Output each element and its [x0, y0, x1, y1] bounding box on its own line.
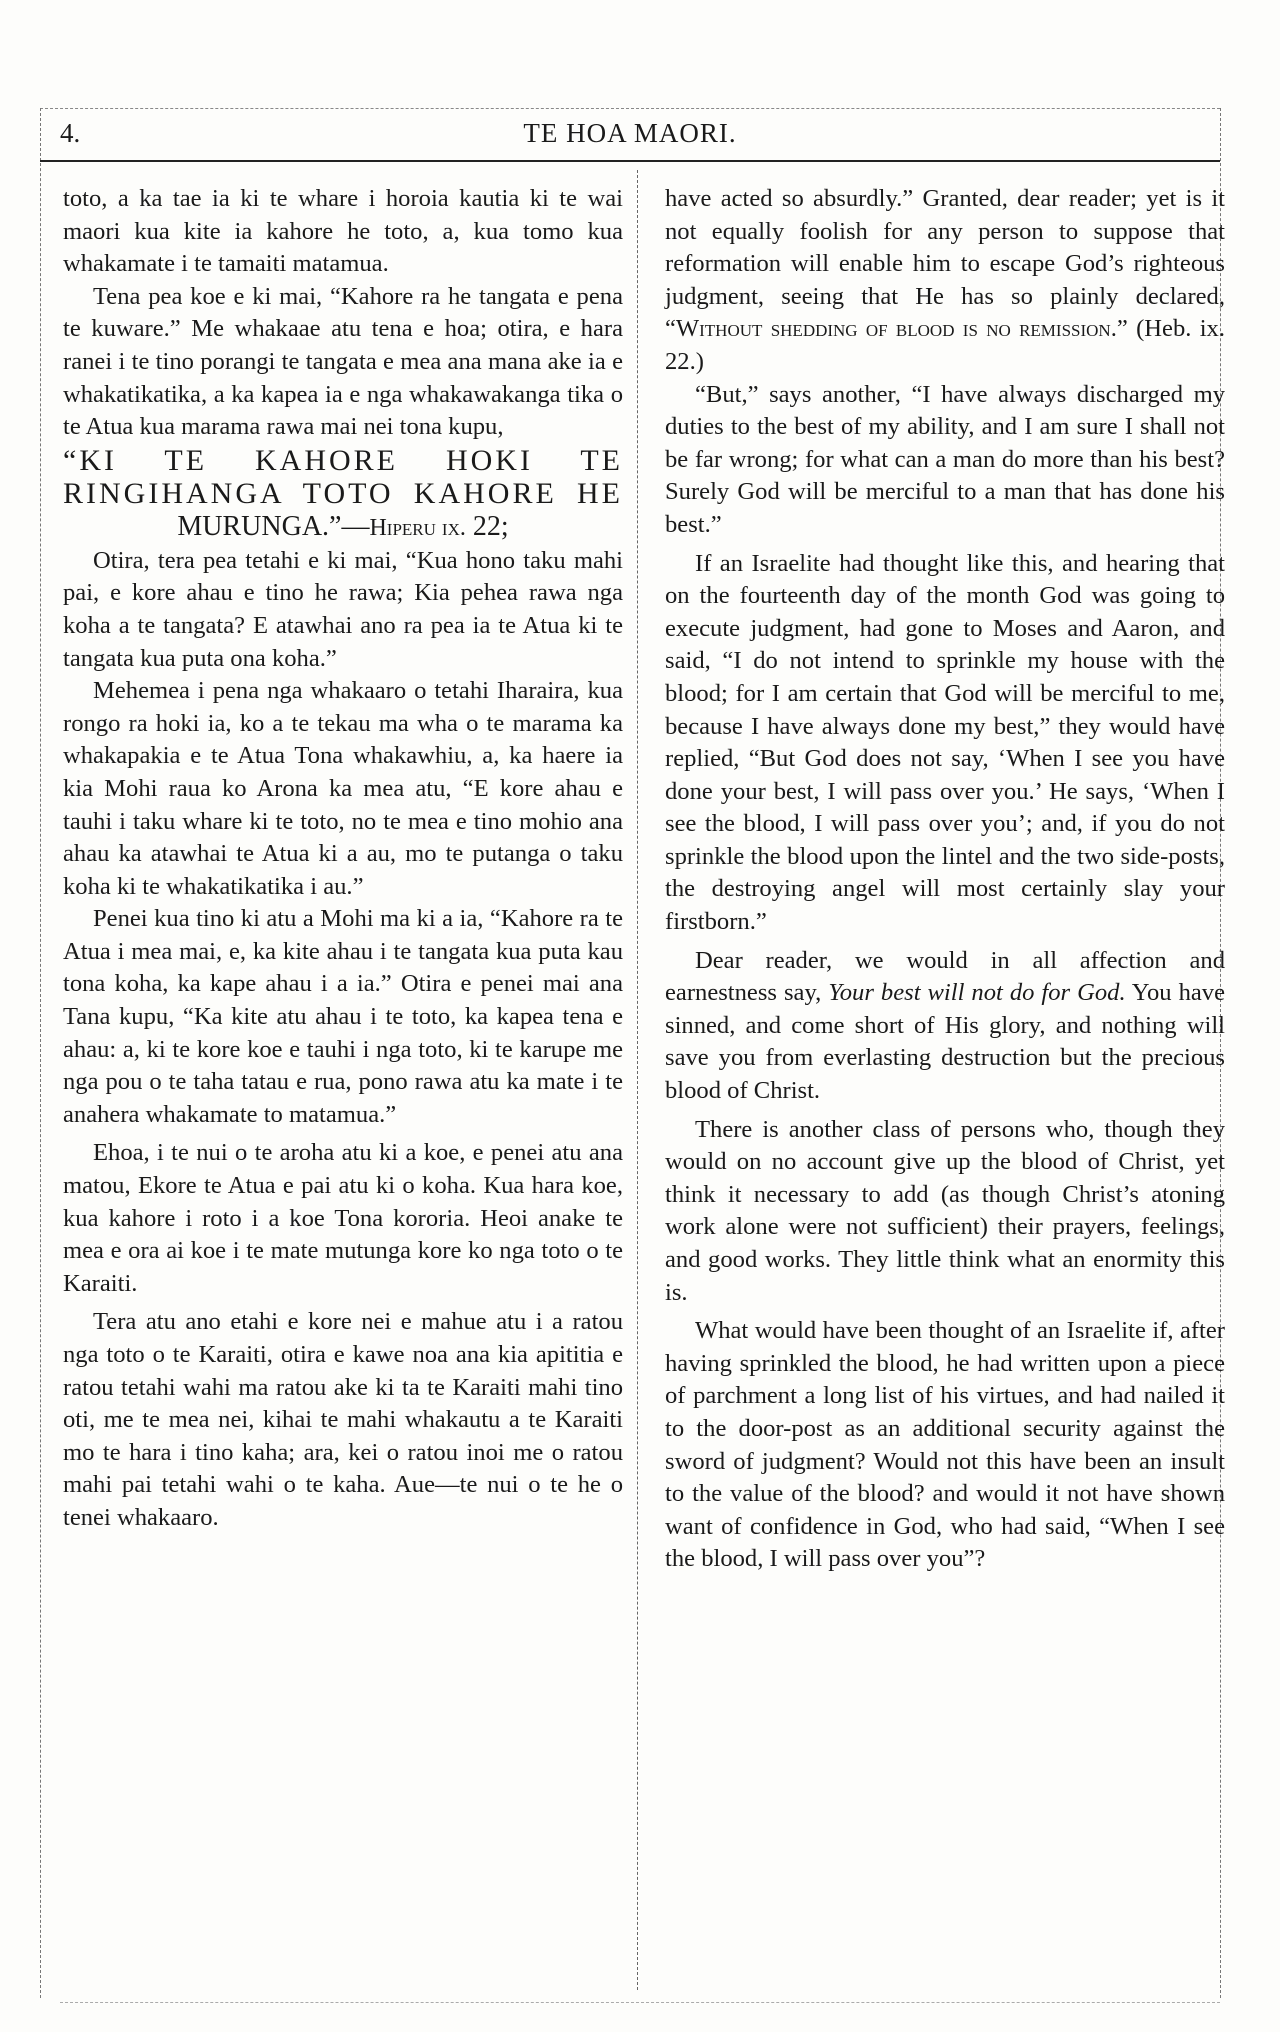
book-reference: Hiperu ix.: [369, 514, 466, 541]
paragraph: What would have been thought of an Israelite if, after having sprinkled the blood, he had written upon a piece of parchment a long list of his virtues, and had nailed it to the door-post as an additional security against the sword of judgment? Would not this have been an insult to the value of the blood? and would it not have shown want of confidence in God, who had said, “When I see the blood, I will pass over you”?: [665, 1317, 1225, 1573]
left-border: [40, 108, 41, 1998]
column-divider: [637, 170, 638, 1990]
page-number: 4.: [60, 118, 81, 148]
bottom-rule: [60, 2002, 1220, 2003]
verse-reference: 22;: [465, 510, 509, 542]
journal-title: TE HOA MAORI.: [523, 118, 737, 148]
paragraph: [665, 945, 1225, 1108]
paragraph: Otira, tera pea tetahi e ki mai, “Kua hono taku mahi pai, e kore ahau e tino he rawa; Kia pehea rawa nga koha a te tangata? E atawhai ano ra pea ia te Atua ki te tangata kua puta ona koha.”: [63, 546, 623, 672]
paragraph: Tera atu ano etahi e kore nei e mahue atu i a ratou nga toto o te Karaiti, otira e kawe noa ana kia apititia e ratou tetahi wahi ma ratou ake ki ta te Karaiti mahi tino oti, me te mea nei, kihai te mahi whakautu a te Karaiti mo te hara i tino kaha; ara, kei o ratou inoi me o ratou mahi pai tetahi wahi o te kaha. Aue—te nui o te he o tenei whakaaro.: [63, 1308, 623, 1531]
paragraph: If an Israelite had thought like this, and hearing that on the fourteenth day of the month God was going to execute judgment, had gone to Moses and Aaron, and said, “I do not intend to sprinkle my house with the blood; for I am certain that God will be merciful to me, because I have always done my best,” they would have replied, “But God does not say, ‘When I see you have done your best, I will pass over you.’ He says, ‘When I see the blood, I will pass over you’; and, if you do not sprinkle the blood upon the lintel and the two side-posts, the destroying angel will most certainly slay your firstborn.”: [665, 549, 1225, 936]
quote-end: MURUNGA.”—: [177, 510, 370, 542]
paragraph-text: Dear reader, we would in all affection and earnestness say,: [665, 946, 1225, 1007]
emphasis-text: Your best will not do for God.: [828, 979, 1126, 1007]
paragraph: toto, a ka tae ia ki te whare i horoia kautia ki te wai maori kua kite ia kahore he toto, a, kua tomo kua whakamate i te tamaiti matamua.: [63, 185, 623, 278]
paragraph: Mehemea i pena nga whakaaro o tetahi Iharaira, kua rongo ra hoki ia, ko a te tekau ma wha o te marama ka whakapakia e te Atua Tona whakawhiu, a, ka haere ia kia Mohi raua ko Arona ka mea atu, “E kore ahau e tauhi i taku whare ki te toto, no te mea e tino mohio ana ahau ka atawhai te Atua ki a au, mo te putanga o taku koha ki te whakatikatika i au.”: [63, 677, 623, 900]
paragraph: Ehoa, i te nui o te aroha atu ki a koe, e penei atu ana matou, Ekore te Atua e pai atu ki o koha. Kua hara koe, kua kahore i roto i a koe Tona kororia. Heoi anake te mea e ora ai koe i te mate mutunga kore ko nga toto o te Karaiti.: [63, 1139, 623, 1297]
paragraph-text: ” (Heb. ix. 22.): [665, 315, 1225, 375]
right-column: [665, 183, 1225, 1576]
header-rule: [40, 160, 1220, 162]
paragraph: [665, 183, 1225, 379]
left-column: [63, 183, 623, 1535]
paragraph: “But,” says another, “I have always discharged my duties to the best of my ability, and I am sure I shall not be far wrong; for what can a man do more than his best? Surely God will be merciful to a man that has done his best.”: [665, 380, 1225, 538]
top-rule: [40, 108, 1220, 109]
paragraph: Penei kua tino ki atu a Mohi ma ki a ia, “Kahore ra te Atua i mea mai, e, ka kite ahau i te tangata kua puta kau tona koha, ka kape ahau i a ia.” Otira e penei mai ana Tana kupu, “Ka kite atu ahau i te toto, ka kapea tena e ahau: a, ki te kore koe e tauhi i nga toto, ki te karupe me nga pou o te taha tatau e rua, pono rawa atu ka mate i te anahera whakamate to matamua.”: [63, 905, 623, 1128]
paragraph: There is another class of persons who, though they would on no account give up the blood of Christ, yet think it necessary to add (as though Christ’s atoning work alone were not sufficient) their prayers, feelings, and good works. They little think what an enormity this is.: [665, 1115, 1225, 1306]
paragraph-text: have acted so absurdly.” Granted, dear reader; yet is it not equally foolish for any person to suppose that reformation will enable him to escape God’s righteous judgment, seeing that He has so plainly declared, “: [665, 185, 1225, 343]
scripture-reference: [63, 510, 623, 545]
paragraph: Tena pea koe e ki mai, “Kahore ra he tangata e pena te kuware.” Me whakaae atu tena e hoa; otira, e hara ranei i te tino porangi te tangata e mea ana mana ake ia e whakatikatika, a ka kapea ia e nga whakawakanga tika o te Atua kua marama rawa mai nei tona kupu,: [63, 282, 623, 441]
page-header: [40, 118, 1220, 160]
paragraph-text: You have sinned, and come short of His glory, and nothing will save you from everlasting destruction but the precious blood of Christ.: [665, 979, 1226, 1105]
small-caps-quote: Without shedding of blood is no remission.: [675, 315, 1117, 343]
scripture-quote: “KI TE KAHORE HOKI TE RINGIHANGA TOTO KAHORE HE: [63, 443, 623, 510]
